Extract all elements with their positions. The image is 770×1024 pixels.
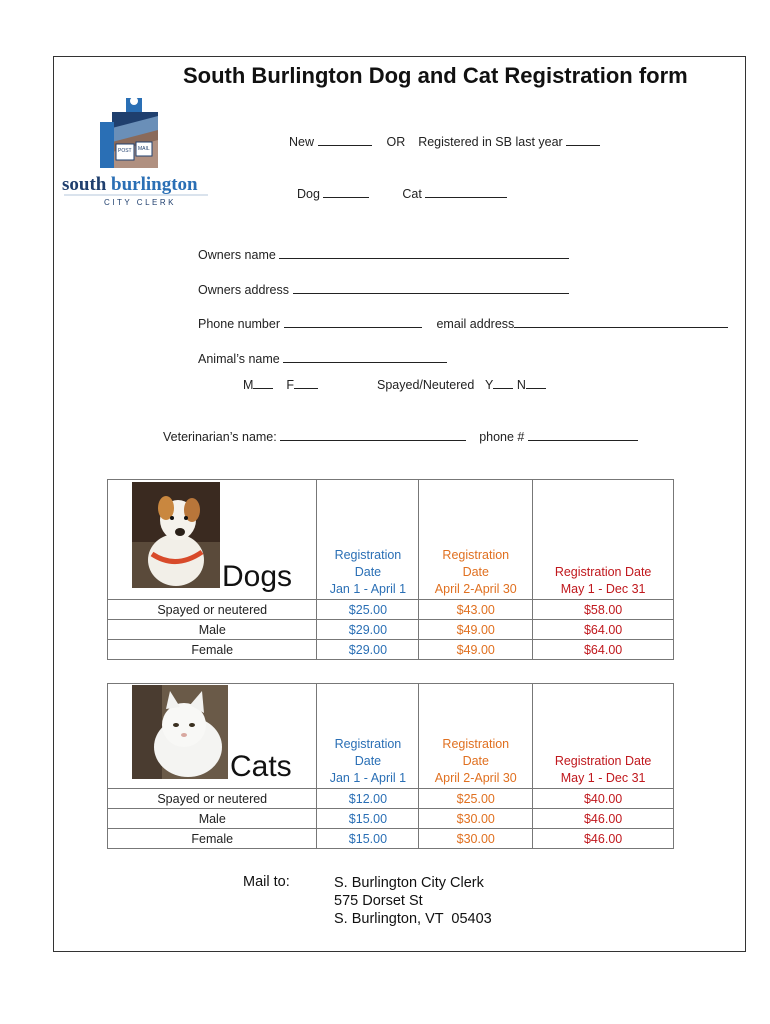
mail-address: S. Burlington City Clerk 575 Dorset St S. Burlington, VT 05403 [334, 875, 492, 927]
phone-email-row: Phone number email address [198, 317, 728, 331]
vet-row: Veterinarian’s name: phone # [163, 430, 638, 444]
spayed-no-blank[interactable] [526, 378, 546, 389]
south-burlington-logo [62, 92, 222, 212]
female-blank[interactable] [294, 378, 318, 389]
svg-text:POST: POST [118, 148, 132, 154]
table-row: Female $29.00 $49.00 $64.00 [108, 640, 674, 660]
cats-header-cell [108, 684, 317, 789]
registered-blank[interactable] [566, 135, 600, 146]
owner-name-field[interactable] [279, 248, 569, 259]
dog-photo [132, 482, 220, 588]
svg-text:MAIL: MAIL [138, 146, 150, 152]
email-field[interactable] [514, 317, 728, 328]
dogs-header-late: Registration Date May 1 - Dec 31 [533, 480, 674, 600]
city-hall-icon [100, 97, 158, 168]
page-title: South Burlington Dog and Cat Registration form [183, 63, 688, 88]
status-row: New OR Registered in SB last year [289, 135, 600, 149]
vet-name-field[interactable] [280, 430, 466, 441]
owner-address-field[interactable] [293, 283, 569, 294]
cats-header-late: Registration Date May 1 - Dec 31 [533, 684, 674, 789]
logo-text-south: south [62, 174, 107, 195]
cats-header-early: Registration Date Jan 1 - April 1 [317, 684, 419, 789]
table-row: Male $29.00 $49.00 $64.00 [108, 620, 674, 640]
cat-blank[interactable] [425, 187, 507, 198]
dogs-label: Dogs [222, 560, 293, 593]
logo-subtitle: CITY CLERK [104, 198, 176, 207]
animal-name-field[interactable] [283, 352, 447, 363]
dog-blank[interactable] [323, 187, 369, 198]
animal-type-row: Dog Cat [297, 187, 507, 201]
logo-text-burlington: burlington [111, 174, 198, 195]
cats-fee-table [107, 683, 674, 849]
animal-name-row: Animal’s name [198, 352, 447, 366]
cat-photo [132, 685, 228, 779]
phone-field[interactable] [284, 317, 422, 328]
owner-name-row: Owners name [198, 248, 569, 262]
table-row: Spayed or neutered $12.00 $25.00 $40.00 [108, 789, 674, 809]
table-row: Male $15.00 $30.00 $46.00 [108, 809, 674, 829]
dogs-header-early: Registration Date Jan 1 - April 1 [317, 480, 419, 600]
table-row: Spayed or neutered $25.00 $43.00 $58.00 [108, 600, 674, 620]
cats-label: Cats [230, 750, 292, 783]
owner-address-row: Owners address [198, 283, 569, 297]
male-blank[interactable] [253, 378, 273, 389]
mail-to-label: Mail to: [243, 874, 290, 890]
spayed-yes-blank[interactable] [493, 378, 513, 389]
dogs-header-cell [108, 480, 317, 600]
new-blank[interactable] [318, 135, 372, 146]
vet-phone-field[interactable] [528, 430, 638, 441]
dogs-fee-table [107, 479, 674, 660]
sex-spay-row: M F Spayed/Neutered Y N [243, 378, 546, 392]
table-row: Female $15.00 $30.00 $46.00 [108, 829, 674, 849]
dogs-header-mid: Registration Date April 2-April 30 [419, 480, 533, 600]
cats-header-mid: Registration Date April 2-April 30 [419, 684, 533, 789]
